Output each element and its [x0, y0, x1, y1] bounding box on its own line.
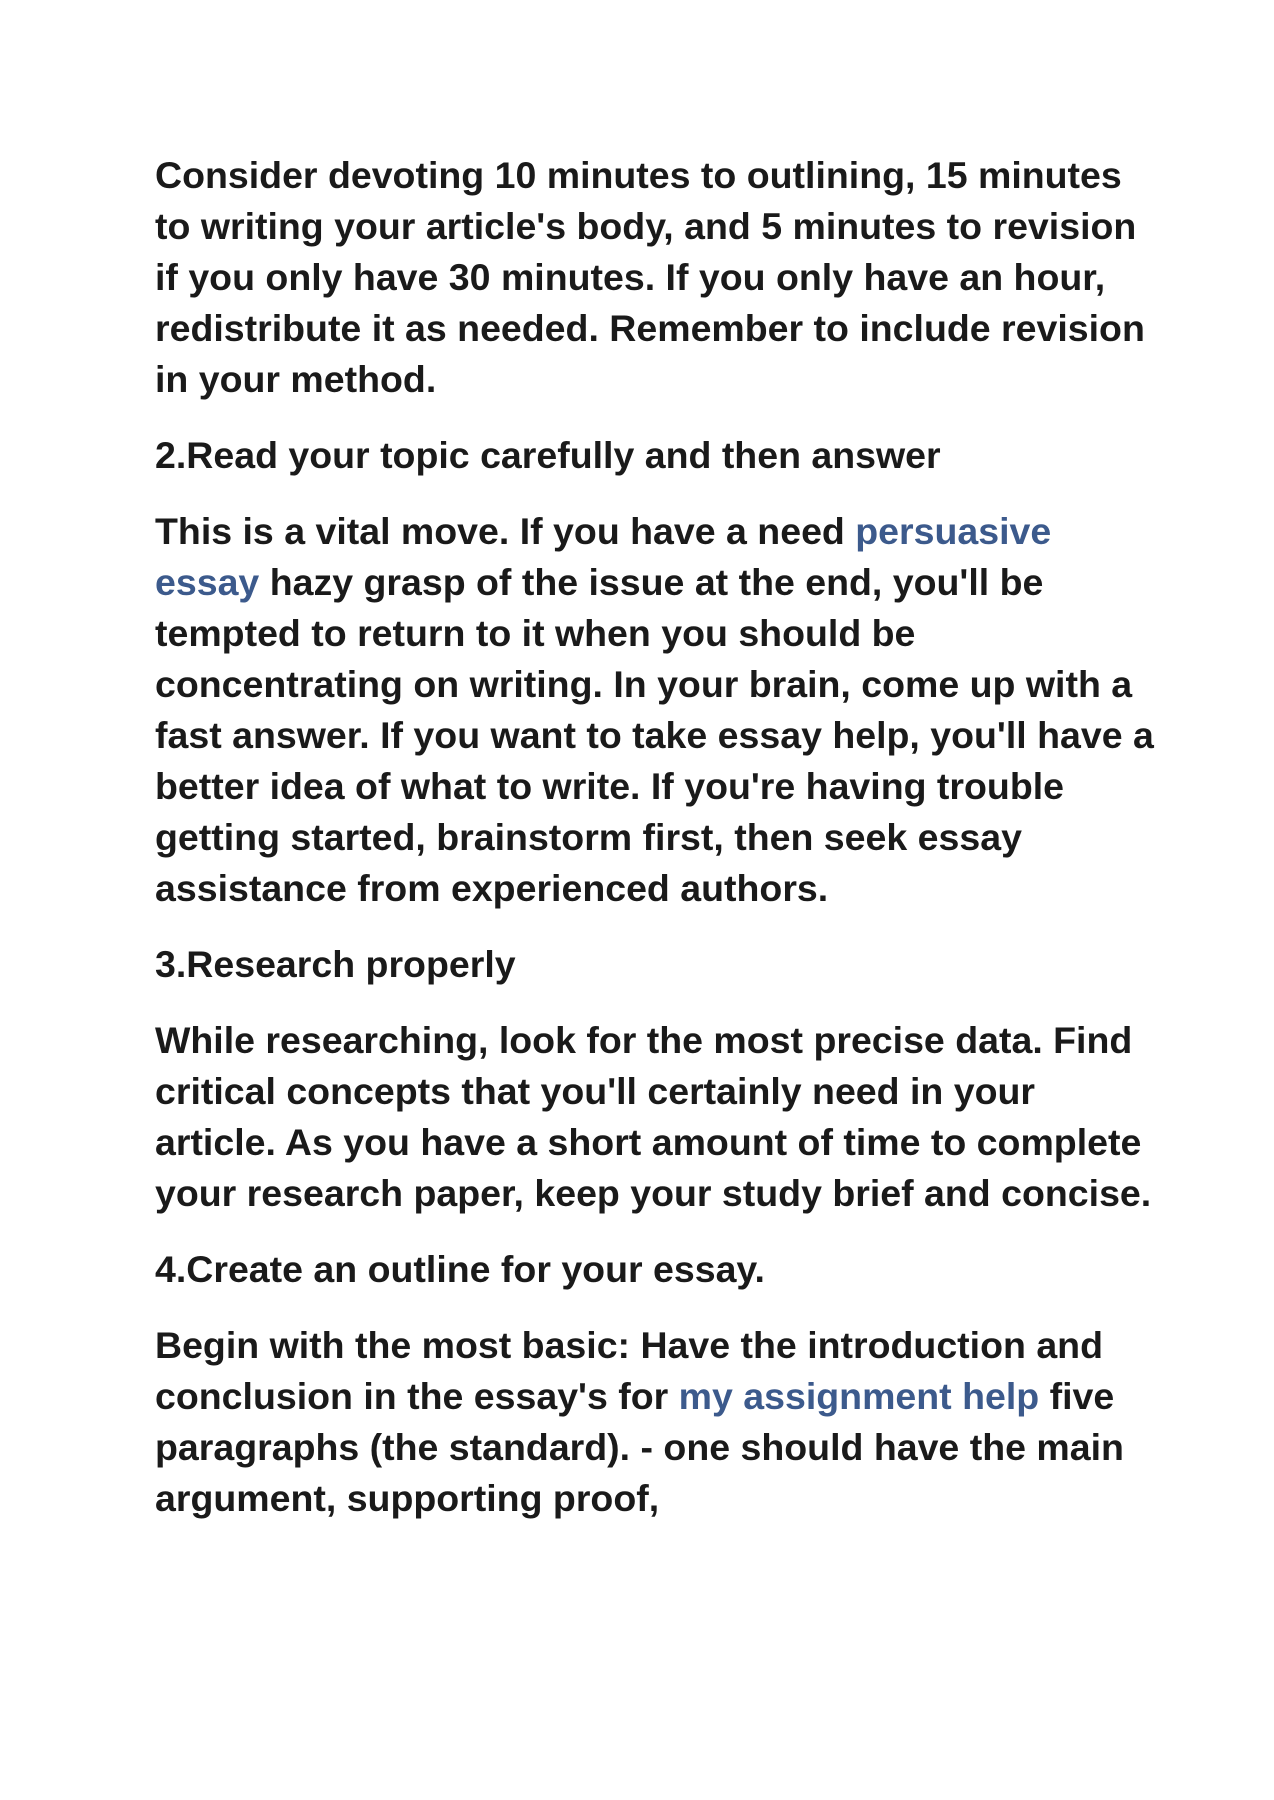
heading-outline: 4.Create an outline for your essay.: [155, 1248, 765, 1290]
paragraph-text-after-link: hazy grasp of the issue at the end, you'll be tempted to return to it when you should be concentrating on writing. In your brain, come up with a fast answer. If you want to take essay help, you'll have a better idea of what to write. If you're having trouble getting started, brainstorm first, then seek essay assistance from experienced authors.: [155, 561, 1154, 909]
heading-read-topic: 2.Read your topic carefully and then answer: [155, 434, 941, 476]
paragraph-text-before-link: This is a vital move. If you have a need: [155, 510, 856, 552]
paragraph-outline: [155, 1320, 1155, 1524]
paragraph-text-after-link: five paragraphs (the standard). - one should have the main argument, supporting proof,: [155, 1375, 1124, 1519]
heading-research: 3.Research properly: [155, 943, 516, 985]
document-page: [155, 150, 1155, 1549]
paragraph-text-before-link: Begin with the most basic: Have the introduction and conclusion in the essay's for: [155, 1324, 1103, 1417]
paragraph-read-topic: [155, 506, 1155, 914]
my-assignment-help-link[interactable]: my assignment help: [678, 1375, 1040, 1417]
paragraph-research: While researching, look for the most precise data. Find critical concepts that you'll certainly need in your article. As you have a short amount of time to complete your research paper, keep your study brief and concise.: [155, 1019, 1152, 1214]
persuasive-essay-link[interactable]: persuasive essay: [155, 510, 1052, 603]
paragraph-time-allocation: Consider devoting 10 minutes to outlining, 15 minutes to writing your article's body, and 5 minutes to revision if you only have 30 minutes. If you only have an hour, redistribute it as needed. Remember to include revision in your method.: [155, 154, 1145, 400]
